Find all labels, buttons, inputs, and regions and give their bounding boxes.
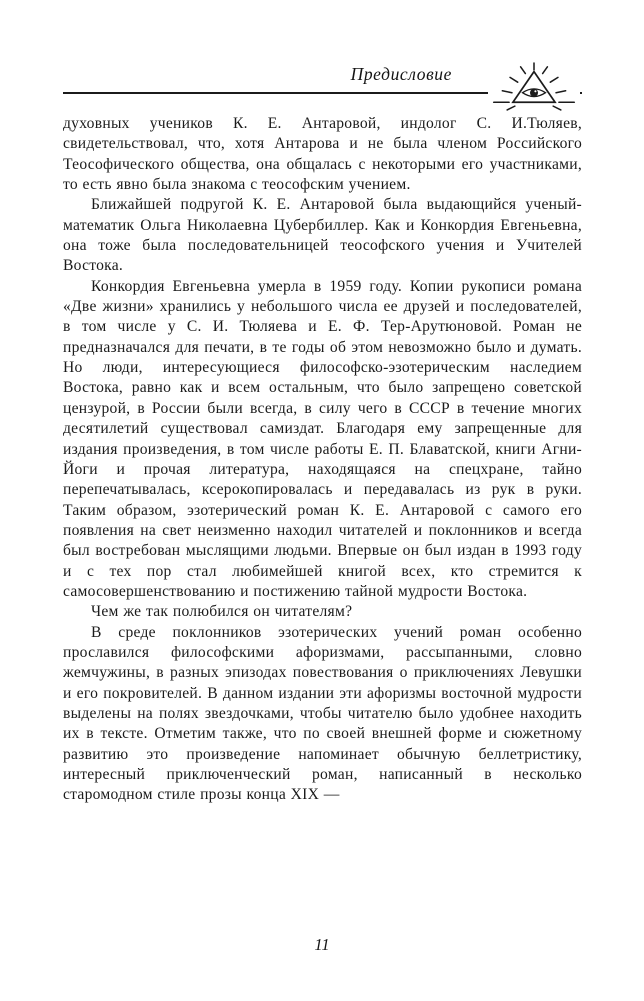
page-footer <box>0 935 644 955</box>
paragraph: В среде поклонников эзотерических учений роман особенно прославился философскими афоризмами, рассыпанными, словно жемчужины, в разных эпизодах повествования о приключениях Левушки и его покровителей. В данном издании эти афоризмы восточной мудрости выделены на полях звездочками, чтобы читателю было удобнее находить их в тексте. Отметим также, что по своей внешней форме и сюжетному развитию это произведение напоминает обычную беллетристику, интересный приключенческий роман, написанный в несколько старомодном стиле прозы конца XIX — <box>63 623 582 804</box>
page-body <box>63 114 582 806</box>
paragraph: Ближайшей подругой К. Е. Антаровой была выдающийся ученый-математик Ольга Николаевна Цубербиллер. Как и Конкордия Евгеньевна, она тоже была последовательницей теософского учения и Учителей Востока. <box>63 196 582 275</box>
page-number: 11 <box>314 935 330 954</box>
paragraph: Чем же так полюбился он читателям? <box>91 603 353 621</box>
chapter-title: Предисловие <box>350 64 452 84</box>
all-seeing-eye-icon <box>488 61 580 111</box>
paragraph: духовных учеников К. Е. Антаровой, индолог С. И.Тюляев, свидетельствовал, что, хотя Антарова и не была членом Российского Теософического общества, она общалась с некоторыми его участниками, то есть явно была знакома с теософским учением. <box>63 115 582 194</box>
paragraph: Конкордия Евгеньевна умерла в 1959 году. Копии рукописи романа «Две жизни» хранились у небольшого числа ее друзей и последователей, в том числе у С. И. Тюляева и Е. Ф. Тер-Арутюновой. Роман не предназначался для печати, в те годы об этом невозможно было и думать. Но люди, интересующиеся философско-эзотерическим наследием Востока, равно как и всем остальным, что было запрещено советской цензурой, в России были всегда, в силу чего в СССР в течение многих десятилетий существовал самиздат. Благодаря ему запрещенные для издания произведения, в том числе работы Е. П. Блаватской, книги Агни-Йоги и прочая литература, находящаяся на спецхране, тайно перепечатывалась, ксерокопировалась и передавалась из рук в руки. Таким образом, эзотерический роман К. Е. Антаровой с самого его появления на свет неизменно находил читателей и поклонников и всегда был востребован мыслящими людьми. Впервые он был издан в 1993 году и с тех пор стал любимейшей книгой всех, кто стремится к самосовершенствованию и постижению тайной мудрости Востока. <box>63 277 582 600</box>
page-header <box>63 42 582 94</box>
